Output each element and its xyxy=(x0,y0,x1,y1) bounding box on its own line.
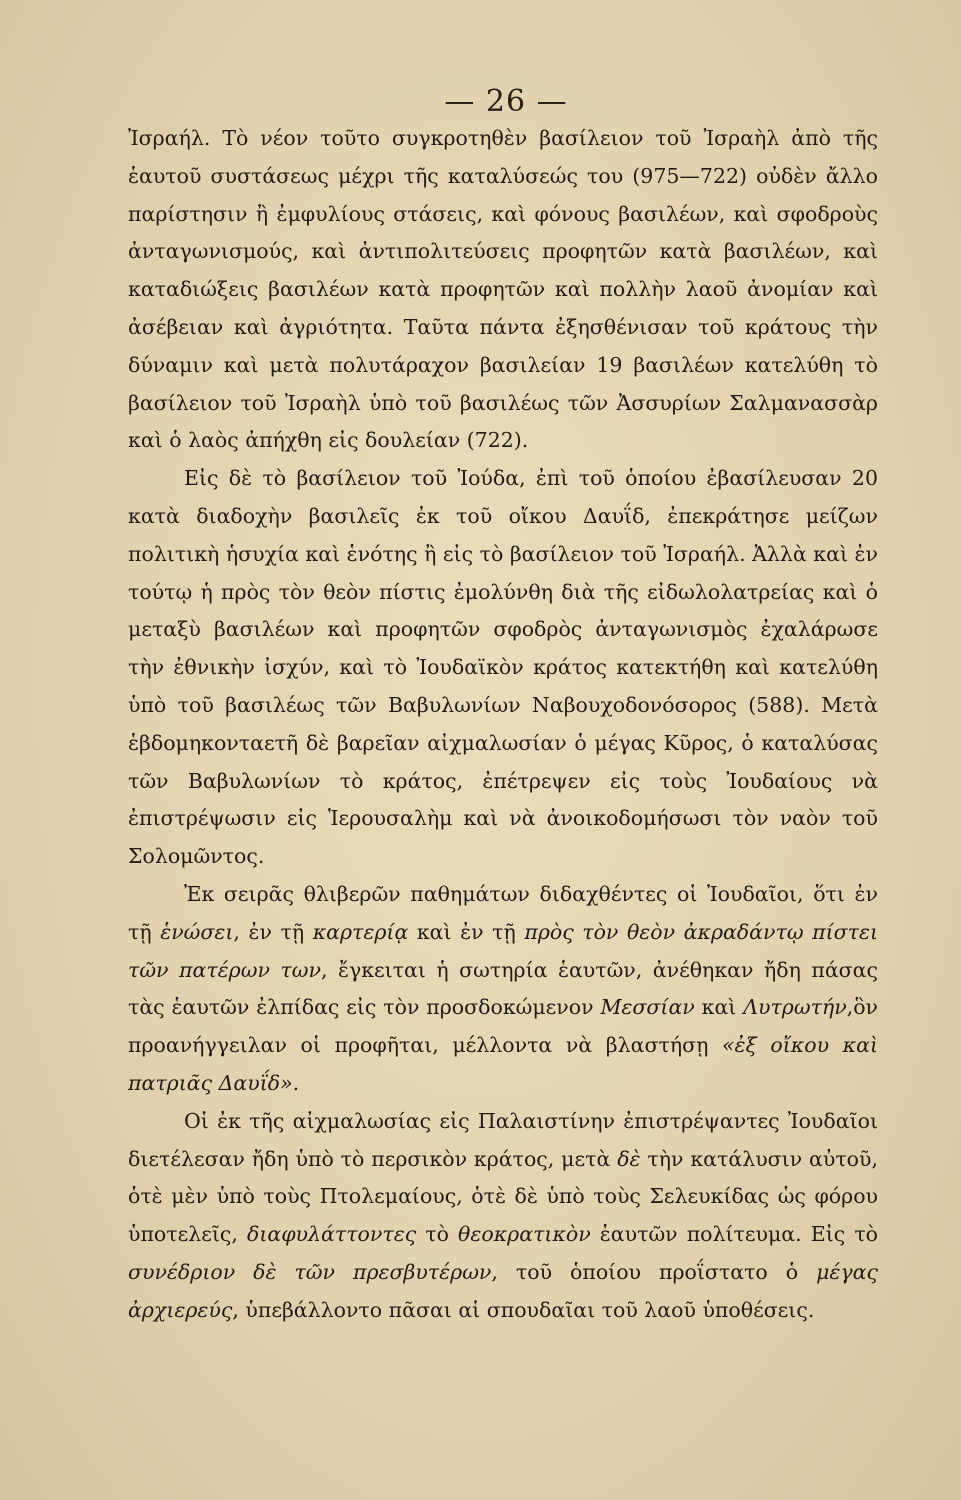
paragraph-3-italic: «ἐξ οἴκου καὶ πατριᾶς Δαυΐδ». xyxy=(128,1033,878,1095)
paragraph-3-part: , ἐν τῇ xyxy=(233,919,313,944)
paragraph-4-italic: θεοκρατικὸν xyxy=(458,1222,591,1247)
paragraph-4-part: , τοῦ ὁποίου προΐστατο ὁ xyxy=(491,1259,817,1284)
paragraph-4-part: ἑαυτῶν πολίτευμα. Εἰς τὸ xyxy=(590,1222,879,1247)
paragraph-3-italic: πρὸς τὸν θεὸν ἀκραδάντῳ πίστει τῶν πατέρων των xyxy=(128,919,878,982)
paragraph-4-part: Οἱ ἐκ τῆς αἰχμαλωσίας εἰς Παλαιστίνην ἐπιστρέψαντες Ἰουδαῖοι διετέλεσαν ἤδη ὑπὸ τὸ περσικὸν κράτος, μετὰ xyxy=(128,1108,878,1171)
paragraph-4-part: , ὑπεβάλλοντο πᾶσαι αἱ σπουδαῖαι τοῦ λαοῦ ὑποθέσεις. xyxy=(232,1297,815,1322)
paragraph-3-italic: καρτερίᾳ xyxy=(312,919,409,944)
paragraph-3-italic: Μεσσίαν xyxy=(600,995,695,1020)
body-text xyxy=(128,120,878,1330)
paragraph-4-part: τὸ xyxy=(416,1222,459,1247)
paragraph-3-italic: Λυτρωτήν xyxy=(743,995,847,1020)
paragraph-4-italic: συνέδριον δὲ τῶν πρεσβυτέρων xyxy=(128,1259,492,1284)
paragraph-3-part: Ἐκ σειρᾶς θλιβερῶν παθημάτων διδαχθέντες οἱ Ἰουδαῖοι, ὅτι ἐν τῇ xyxy=(128,881,878,944)
paragraph-4-italic: μέγας ἀρχιερεύς xyxy=(128,1259,878,1322)
paragraph-1-text: Ἰσραήλ. Τὸ νέον τοῦτο συγκροτηθὲν βασίλειον τοῦ Ἰσραὴλ ἀπὸ τῆς ἑαυτοῦ συστάσεως μέχρι τῆς καταλύσεώς του (975—722) οὐδὲν ἄλλο παρίστησιν ἢ ἐμφυλίους στάσεις, καὶ φόνους βασιλέων, καὶ σφοδροὺς ἀνταγωνισμούς, καὶ ἀντιπολιτεύσεις προφητῶν κατὰ βασιλέων, καὶ καταδιώξεις βασιλέων κατὰ προφητῶν καὶ πολλὴν λαοῦ ἀνομίαν καὶ ἀσέβειαν καὶ ἀγριότητα. Ταῦτα πάντα ἐξησθένισαν τοῦ κράτους τὴν δύναμιν καὶ μετὰ πολυτάραχον βασιλείαν 19 βασιλέων κατελύθη τὸ βασίλειον τοῦ Ἰσραὴλ ὑπὸ τοῦ βασιλέως τῶν Ἀσσυρίων Σαλμανασσὰρ καὶ ὁ λαὸς ἀπήχθη εἰς δουλείαν (722). xyxy=(128,126,878,453)
paragraph-4-part: τὴν κατάλυσιν αὐτοῦ, ὁτὲ μὲν ὑπὸ τοὺς Πτολεμαίους, ὁτὲ δὲ ὑπὸ τοὺς Σελευκίδας ὡς φόρου ὑποτελεῖς, xyxy=(128,1146,878,1247)
paragraph-4 xyxy=(128,1103,878,1330)
paragraph-2 xyxy=(128,460,878,876)
paragraph-3 xyxy=(128,876,878,1103)
paragraph-3-italic: ἑνώσει xyxy=(160,919,234,944)
paragraph-4-italic: διαφυλάττοντες xyxy=(246,1222,417,1247)
paragraph-3-part: ,ὃν προανήγγειλαν οἱ προφῆται, μέλλοντα νὰ βλαστήσῃ xyxy=(128,995,878,1058)
paragraph-3-part: καὶ xyxy=(694,995,744,1020)
paragraph-2-text: Εἰς δὲ τὸ βασίλειον τοῦ Ἰούδα, ἐπὶ τοῦ ὁποίου ἐβασίλευσαν 20 κατὰ διαδοχὴν βασιλεῖς ἐκ τοῦ οἴκου Δαυΐδ, ἐπεκράτησε μείζων πολιτικὴ ἡσυχία καὶ ἑνότης ἢ εἰς τὸ βασίλειον τοῦ Ἰσραήλ. Ἀλλὰ καὶ ἐν τούτῳ ἡ πρὸς τὸν θεὸν πίστις ἐμολύνθη διὰ τῆς εἰδωλολατρείας καὶ ὁ μεταξὺ βασιλέων καὶ προφητῶν σφοδρὸς ἀνταγωνισμὸς ἐχαλάρωσε τὴν ἐθνικὴν ἰσχύν, καὶ τὸ Ἰουδαϊκὸν κράτος κατεκτήθη καὶ κατελύθη ὑπὸ τοῦ βασιλέως τῶν Βαβυλωνίων Ναβουχοδονόσορος (588). Μετὰ ἑβδομηκονταετῆ δὲ βαρεῖαν αἰχμαλωσίαν ὁ μέγας Κῦρος, ὁ καταλύσας τῶν Βαβυλωνίων τὸ κράτος, ἐπέτρεψεν εἰς τοὺς Ἰουδαίους νὰ ἐπιστρέψωσιν εἰς Ἱερουσαλὴμ καὶ νὰ ἀνοικοδομήσωσι τὸν ναὸν τοῦ Σολομῶντος. xyxy=(128,466,878,869)
paragraph-3-part: , ἔγκειται ἡ σωτηρία ἑαυτῶν, ἀνέθηκαν ἤδη πάσας τὰς ἑαυτῶν ἐλπίδας εἰς τὸν προσδοκώμενον xyxy=(128,957,878,1020)
paragraph-3-part: καὶ ἐν τῇ xyxy=(408,919,525,944)
paragraph-4-italic: δὲ xyxy=(617,1146,641,1171)
paragraph-1 xyxy=(128,120,878,460)
page-number: — 26 — xyxy=(444,84,568,119)
